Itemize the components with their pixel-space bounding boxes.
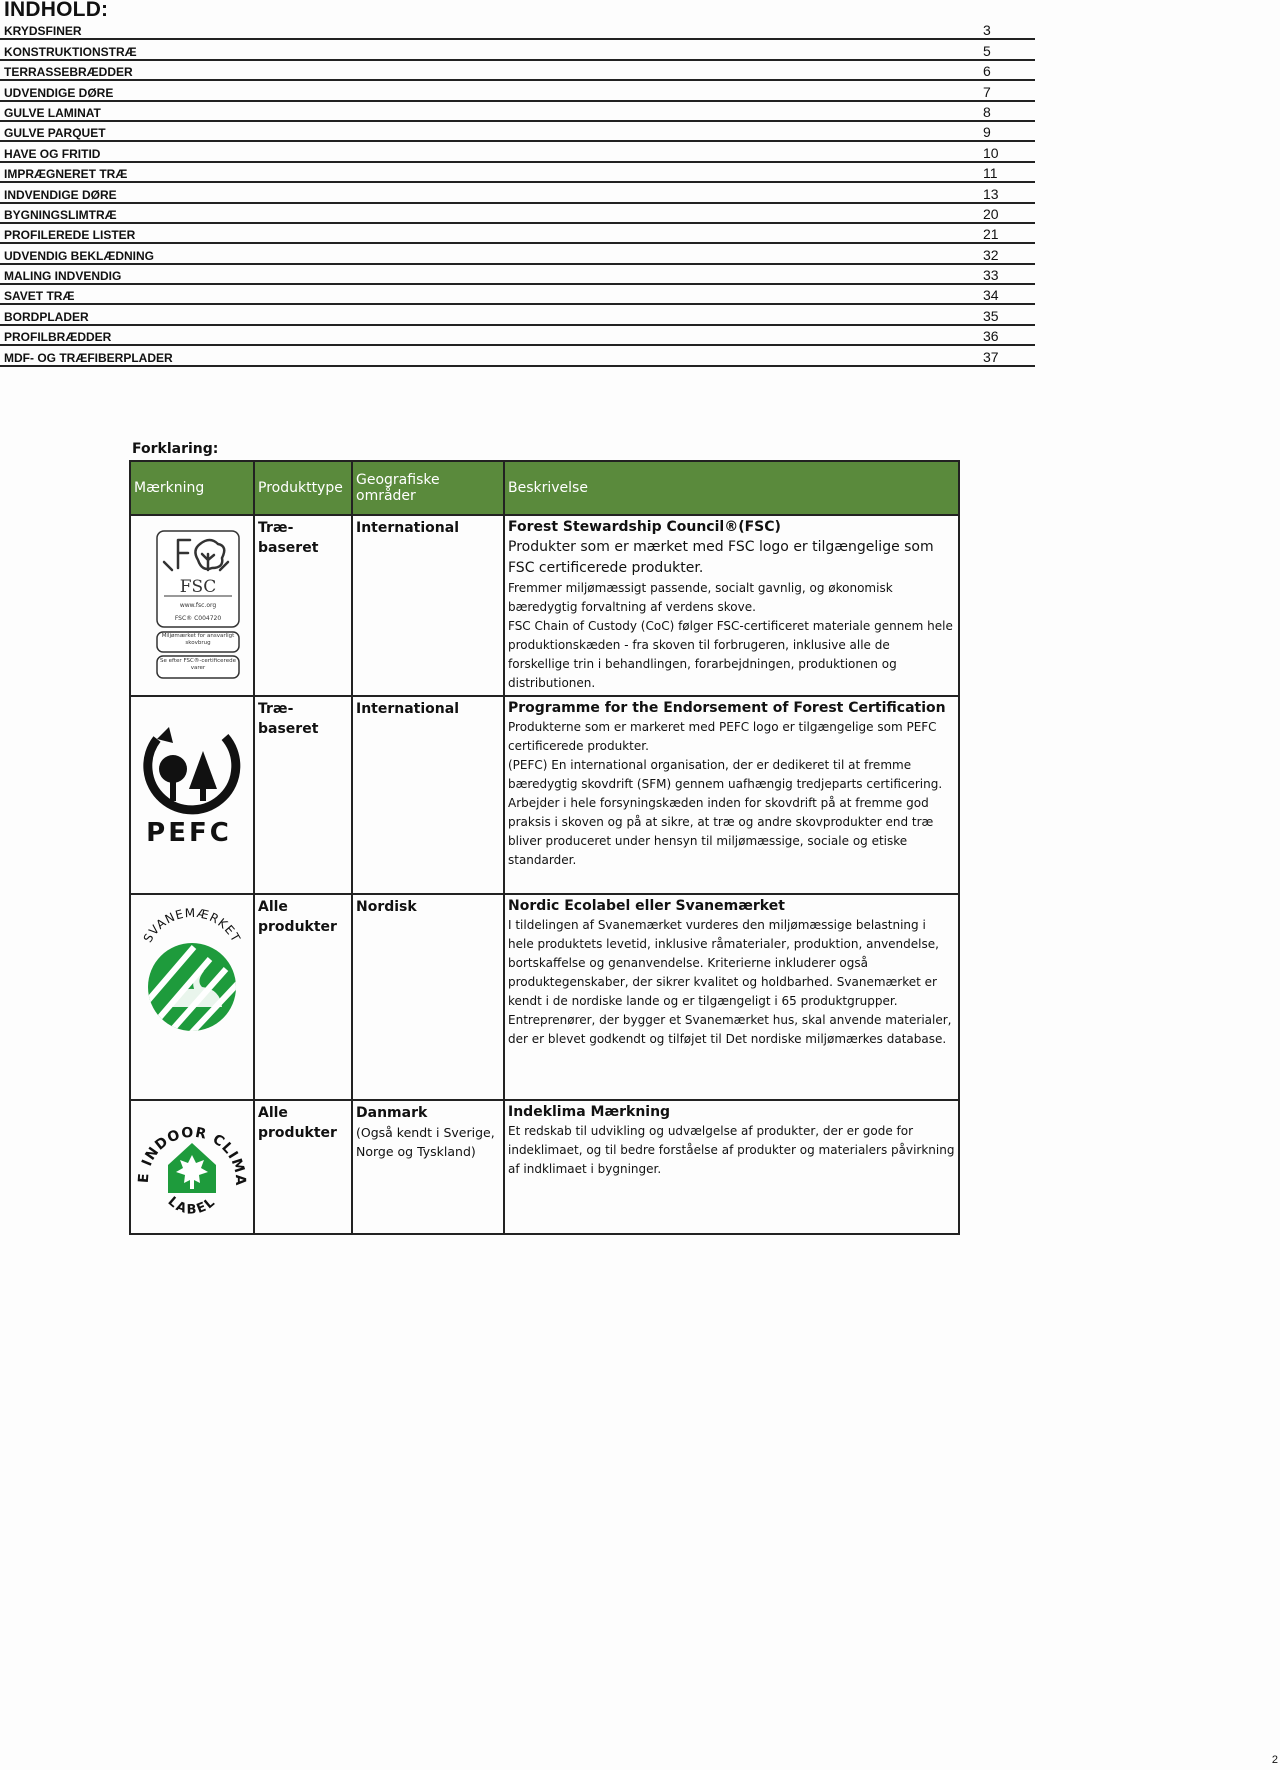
svanemaerket-logo-brand: SVANEMÆRKET bbox=[140, 907, 244, 945]
region-name: International bbox=[356, 520, 460, 536]
legend-row-pefc bbox=[130, 696, 959, 894]
indoor-climate-logo-brand: E INDOOR CLIMA bbox=[135, 1124, 249, 1186]
toc-page-number: 7 bbox=[983, 83, 991, 100]
toc-label: INDVENDIGE DØRE bbox=[4, 187, 117, 202]
toc-page-number: 35 bbox=[983, 307, 999, 324]
toc-row bbox=[0, 326, 1035, 346]
toc-label: MALING INDVENDIG bbox=[4, 269, 122, 284]
product-type: Alle produkter bbox=[254, 1100, 352, 1234]
toc-row bbox=[0, 305, 1035, 325]
legend-row-indoor-climate bbox=[130, 1100, 959, 1234]
table-of-contents bbox=[0, 20, 1035, 367]
svg-text:LABEL bbox=[165, 1194, 220, 1218]
region-name: Nordisk bbox=[356, 899, 417, 915]
toc-label: MDF- OG TRÆFIBERPLADER bbox=[4, 350, 173, 365]
toc-label: PROFILBRÆDDER bbox=[4, 330, 112, 345]
toc-page-number: 8 bbox=[983, 103, 991, 120]
toc-page-number: 21 bbox=[983, 226, 999, 243]
fsc-logo-box1-text: Miljømærket for ansvarligt skovbrug bbox=[161, 633, 235, 646]
toc-label: IMPRÆGNERET TRÆ bbox=[4, 167, 128, 182]
toc-page-number: 9 bbox=[983, 124, 991, 141]
description-body: I tildelingen af Svanemærket vurderes den miljømæssige belastning i hele produktets levetid, inklusive råmaterialer, produktion, anvendelse, bortskaffelse og genanvendelse. Kriterierne inkluderer også produktegenskaber, der sikrer kvalitet og holdbarhed. Svanemærket er kendt i de nordiske lande og er tilgængeligt i 65 produktgrupper. Entreprenører, der bygger et Svanemærket hus, skal anvende materialer, der er blevet godkendt og tilføjet til Det nordiske miljømærkes database. bbox=[508, 918, 952, 1046]
toc-page-number: 3 bbox=[983, 22, 991, 39]
toc-row bbox=[0, 204, 1035, 224]
description-body: Fremmer miljømæssigt passende, socialt gavnlig, og økonomisk bæredygtig forvaltning af verdens skove. FSC Chain of Custody (CoC) følger FSC-certificeret materiale gennem hele produktionskæden - fra skoven til forbrugeren, inklusive alle de forskellige trin i behandlingen, forarbejdningen, produktionen og distributionen. bbox=[508, 581, 953, 690]
toc-label: GULVE LAMINAT bbox=[4, 105, 101, 120]
fsc-logo-box2-text: Se efter FSC®-certificerede varer bbox=[160, 658, 236, 671]
toc-row bbox=[0, 265, 1035, 285]
indoor-climate-logo bbox=[130, 1100, 254, 1234]
legend-header-row bbox=[130, 461, 959, 515]
toc-page-number: 33 bbox=[983, 267, 999, 284]
svanemaerket-logo bbox=[130, 894, 254, 1100]
legend-row-fsc bbox=[130, 515, 959, 696]
toc-row bbox=[0, 224, 1035, 244]
fsc-logo bbox=[130, 515, 254, 696]
toc-row bbox=[0, 102, 1035, 122]
fsc-logo-brand: FSC bbox=[179, 577, 217, 597]
toc-label: KRYDSFINER bbox=[4, 24, 82, 39]
product-type: Træ-baseret bbox=[254, 515, 352, 696]
legend-title: Forklaring: bbox=[132, 441, 219, 457]
description-title: Indeklima Mærkning bbox=[508, 1104, 671, 1120]
toc-label: HAVE OG FRITID bbox=[4, 146, 101, 161]
toc-row bbox=[0, 40, 1035, 60]
toc-row bbox=[0, 142, 1035, 162]
description bbox=[504, 1100, 959, 1234]
toc-label: GULVE PARQUET bbox=[4, 126, 106, 141]
fsc-logo-code: FSC® C004720 bbox=[174, 615, 222, 622]
column-header: Geografiske områder bbox=[352, 461, 504, 515]
toc-page-number: 5 bbox=[983, 42, 991, 59]
toc-page-number: 37 bbox=[983, 348, 999, 365]
legend-row-svanemaerket bbox=[130, 894, 959, 1100]
description-body: Produkterne som er markeret med PEFC logo er tilgængelige som PEFC certificerede produkter. (PEFC) En international organisation, der er dedikeret til at fremme bæredygtig skovdrift (SFM) gennem uafhængig tredjeparts certificering. Arbejder i hele forsyningskæden inden for skovdrift på at fremme god praksis i skoven og på at sikre, at træ og andre skovprodukter end træ bliver produceret under hensyn til miljømæssige, sociale og etiske standarder. bbox=[508, 720, 943, 867]
description-body: Et redskab til udvikling og udvælgelse af produkter, der er gode for indeklimaet, og til bedre forståelse af produkter og materialers påvirkning af indklimaet i bygninger. bbox=[508, 1124, 955, 1176]
svg-text:SVANEMÆRKET bbox=[141, 907, 244, 945]
toc-label: KONSTRUKTIONSTRÆ bbox=[4, 44, 137, 59]
column-header: Produkttype bbox=[254, 461, 352, 515]
description bbox=[504, 894, 959, 1100]
toc-label: UDVENDIG BEKLÆDNING bbox=[4, 248, 155, 263]
toc-row bbox=[0, 81, 1035, 101]
toc-title: INDHOLD: bbox=[4, 0, 109, 21]
region-name: Danmark bbox=[356, 1105, 428, 1121]
toc-row bbox=[0, 183, 1035, 203]
description bbox=[504, 515, 959, 696]
pefc-logo-brand: PEFC bbox=[146, 818, 232, 848]
toc-page-number: 32 bbox=[983, 246, 999, 263]
column-header: Beskrivelse bbox=[504, 461, 959, 515]
page-number: 2 bbox=[1271, 1754, 1278, 1766]
toc-row bbox=[0, 285, 1035, 305]
toc-row bbox=[0, 244, 1035, 264]
description-title: Forest Stewardship Council®(FSC) bbox=[508, 519, 781, 535]
toc-page-number: 13 bbox=[983, 185, 999, 202]
product-type: Træ-baseret bbox=[254, 696, 352, 894]
toc-page-number: 6 bbox=[983, 63, 991, 80]
description-title: Nordic Ecolabel eller Svanemærket bbox=[508, 898, 785, 914]
fsc-logo-url: www.fsc.org bbox=[179, 602, 217, 609]
description-title: Programme for the Endorsement of Forest Certification bbox=[508, 700, 946, 716]
region bbox=[352, 696, 504, 894]
column-header: Mærkning bbox=[130, 461, 254, 515]
toc-page-number: 36 bbox=[983, 328, 999, 345]
legend-table bbox=[129, 460, 960, 1235]
region bbox=[352, 515, 504, 696]
toc-row bbox=[0, 61, 1035, 81]
region bbox=[352, 894, 504, 1100]
toc-page-number: 34 bbox=[983, 287, 999, 304]
toc-page-number: 20 bbox=[983, 205, 999, 222]
toc-label: BORDPLADER bbox=[4, 309, 89, 324]
toc-label: TERRASSEBRÆDDER bbox=[4, 65, 133, 80]
toc-label: SAVET TRÆ bbox=[4, 289, 75, 304]
description-lead: Produkter som er mærket med FSC logo er tilgængelige som FSC certificerede produkter. bbox=[508, 539, 934, 576]
region bbox=[352, 1100, 504, 1234]
toc-row bbox=[0, 163, 1035, 183]
toc-page-number: 11 bbox=[983, 165, 998, 182]
toc-label: BYGNINGSLIMTRÆ bbox=[4, 207, 117, 222]
toc-row bbox=[0, 20, 1035, 40]
toc-label: PROFILEREDE LISTER bbox=[4, 228, 136, 243]
toc-label: UDVENDIGE DØRE bbox=[4, 85, 114, 100]
product-type: Alle produkter bbox=[254, 894, 352, 1100]
description bbox=[504, 696, 959, 894]
indoor-climate-logo-sub: LABEL bbox=[164, 1194, 220, 1218]
toc-page-number: 10 bbox=[983, 144, 999, 161]
toc-row bbox=[0, 346, 1035, 366]
pefc-logo bbox=[130, 696, 254, 894]
region-note: (Også kendt i Sverige, Norge og Tyskland) bbox=[356, 1125, 495, 1159]
region-name: International bbox=[356, 701, 460, 717]
toc-row bbox=[0, 122, 1035, 142]
